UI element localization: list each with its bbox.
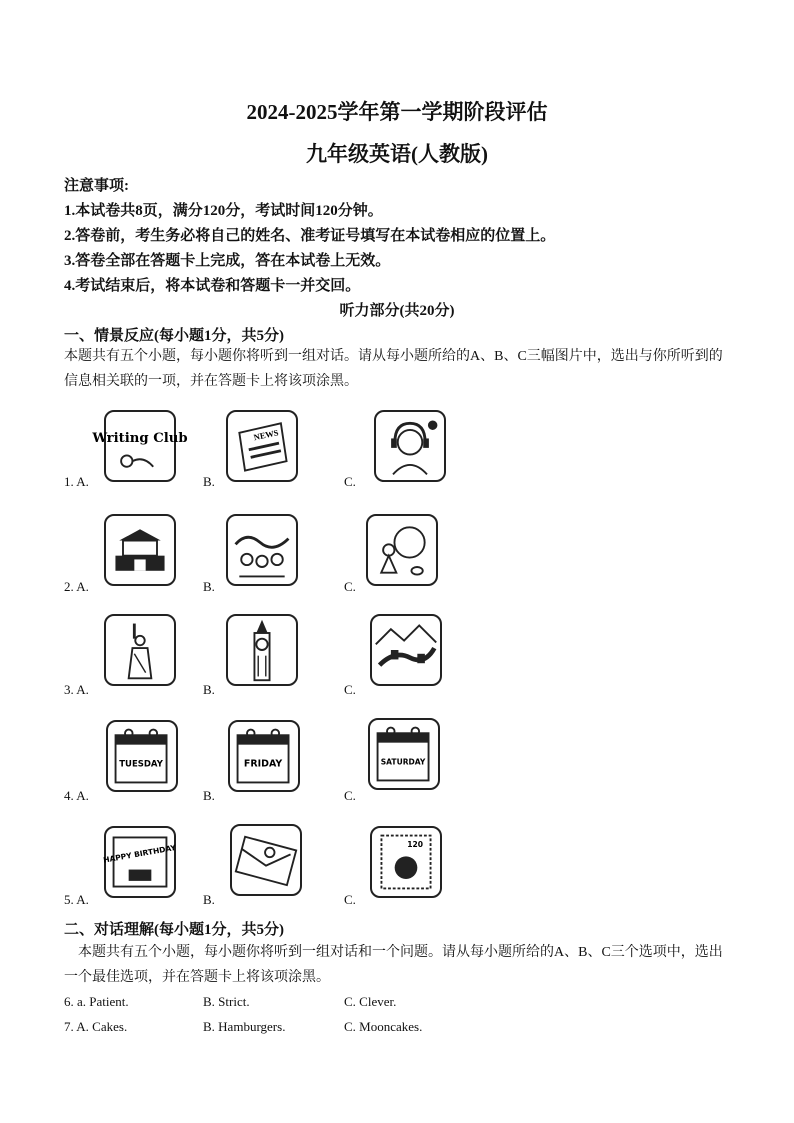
news-text: NEWS (252, 427, 280, 443)
tuesday-text: TUESDAY (119, 759, 163, 770)
birthday-card-picture (104, 826, 176, 898)
notes-heading: 注意事项: (64, 178, 129, 194)
envelope-picture (230, 824, 302, 896)
calendar-tuesday-picture (106, 720, 178, 792)
q6-option-a: 6. a. Patient. (64, 994, 129, 1009)
q4-option-b: B. (203, 788, 215, 803)
exam-subtitle: 九年级英语(人教版) (306, 142, 488, 166)
section1-instructions: 本题共有五个小题，每小题你将听到一组对话。请从每小题所给的A、B、C三幅图片中，选出与你所听到的信息相关联的一项，并在答题卡上将该项涂黑。 (64, 349, 723, 389)
birthday-text: HAPPY BIRTHDAY (102, 843, 177, 865)
q1-option-c: C. (344, 474, 356, 489)
statue-of-liberty-picture (104, 614, 176, 686)
great-wall-picture (370, 614, 442, 686)
q2-option-c: C. (344, 579, 356, 594)
big-ben-picture (226, 614, 298, 686)
q5-label: 5. A. (64, 892, 89, 907)
newspaper-picture (226, 410, 298, 482)
q5-option-b: B. (203, 892, 215, 907)
note-item: 2.答卷前，考生务必将自己的姓名、准考证号填写在本试卷相应的位置上。 (64, 228, 556, 244)
q4-option-c: C. (344, 788, 356, 803)
tiananmen-picture (104, 514, 176, 586)
note-item: 1.本试卷共8页，满分120分，考试时间120分钟。 (64, 203, 383, 219)
note-item: 4.考试结束后，将本试卷和答题卡一并交回。 (64, 278, 361, 294)
q1-option-b: B. (203, 474, 215, 489)
moon-festival-picture (366, 514, 438, 586)
writing-club-text-1: Writing Club (92, 431, 188, 447)
q4-label: 4. A. (64, 788, 89, 803)
q3-label: 3. A. (64, 682, 89, 697)
q6-option-c: C. Clever. (344, 994, 397, 1009)
calendar-friday-picture (228, 720, 300, 792)
q3-option-b: B. (203, 682, 215, 697)
calendar-saturday-picture (368, 718, 440, 790)
stamp-picture (370, 826, 442, 898)
q7-option-b: B. Hamburgers. (203, 1019, 286, 1034)
q2-label: 2. A. (64, 579, 89, 594)
q6-option-b: B. Strict. (203, 994, 250, 1009)
writing-club-picture (92, 410, 188, 482)
q7-option-a: 7. A. Cakes. (64, 1019, 128, 1034)
girl-headphones-picture (374, 410, 446, 482)
listening-heading: 听力部分(共20分) (339, 303, 455, 319)
dragon-dance-picture (226, 514, 298, 586)
section2-title: 二、对话理解(每小题1分，共5分) (64, 922, 284, 938)
stamp-value-text: 120 (407, 839, 423, 849)
friday-text: FRIDAY (243, 758, 283, 770)
q5-option-c: C. (344, 892, 356, 907)
exam-title: 2024-2025学年第一学期阶段评估 (246, 100, 548, 124)
note-item: 3.答卷全部在答题卡上完成，答在本试卷上无效。 (64, 253, 391, 269)
q1-label: 1. A. (64, 474, 89, 489)
saturday-text: SATURDAY (380, 757, 426, 767)
q7-option-c: C. Mooncakes. (344, 1019, 423, 1034)
section1-title: 一、情景反应(每小题1分，共5分) (64, 328, 284, 344)
q3-option-c: C. (344, 682, 356, 697)
q2-option-b: B. (203, 579, 215, 594)
section2-instructions: 本题共有五个小题，每小题你将听到一组对话和一个问题。请从每小题所给的A、B、C三个选项中，选出一个最佳选项，并在答题卡上将该项涂黑。 (64, 945, 723, 985)
